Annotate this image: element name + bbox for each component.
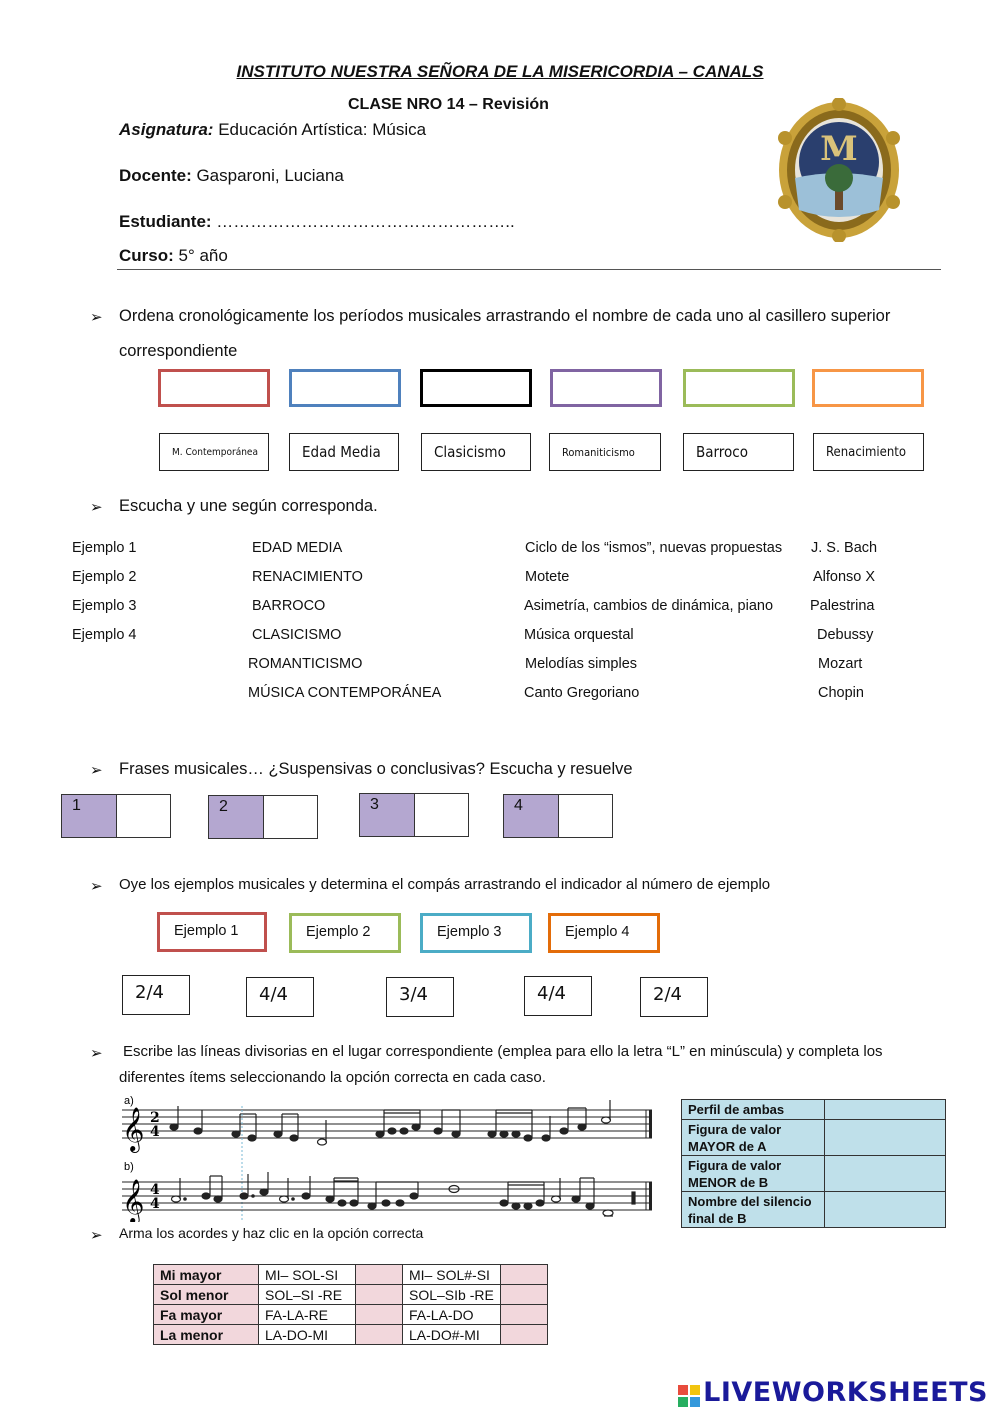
chord-option-checkbox[interactable] bbox=[356, 1325, 403, 1345]
chord-option-checkbox[interactable] bbox=[356, 1265, 403, 1285]
composer-item[interactable]: J. S. Bach bbox=[811, 540, 878, 556]
quarter-rest-icon bbox=[632, 1192, 635, 1204]
chord-option[interactable]: FA-LA-RE bbox=[259, 1305, 356, 1325]
time-sig-a-bottom: 4 bbox=[150, 1124, 160, 1140]
composer-item[interactable]: Alfonso X bbox=[813, 569, 876, 585]
analysis-answer-input[interactable] bbox=[825, 1156, 946, 1192]
chord-option-checkbox[interactable] bbox=[501, 1265, 548, 1285]
s5-instruction-line1: Escribe las líneas divisorias en el lugar correspondiente (emplea para ello la letra “L” en minúscula) y completa los bbox=[123, 1043, 883, 1060]
period-chip[interactable]: Barroco bbox=[683, 433, 794, 471]
chord-option-checkbox[interactable] bbox=[501, 1305, 548, 1325]
analysis-label: Nombre del silencio final de B bbox=[682, 1192, 825, 1228]
chord-option-checkbox[interactable] bbox=[501, 1285, 548, 1305]
school-title: INSTITUTO NUESTRA SEÑORA DE LA MISERICORDIA – CANALS bbox=[236, 62, 764, 81]
bullet-arrow-icon: ➢ bbox=[90, 309, 103, 326]
meter-chip[interactable]: 2/4 bbox=[122, 975, 190, 1015]
composer-item[interactable]: Debussy bbox=[817, 627, 874, 643]
ejemplo-target[interactable]: Ejemplo 1 bbox=[157, 912, 267, 952]
drop-slot-2[interactable] bbox=[289, 369, 401, 407]
treble-clef-icon: 𝄞 bbox=[122, 1179, 145, 1222]
bullet-arrow-icon: ➢ bbox=[90, 1227, 103, 1244]
analysis-label: Figura de valor MAYOR de A bbox=[682, 1120, 825, 1156]
drop-slot-6[interactable] bbox=[812, 369, 924, 407]
phrase-item bbox=[359, 793, 469, 837]
feature-item[interactable]: Canto Gregoriano bbox=[524, 685, 640, 701]
meter-chip[interactable]: 4/4 bbox=[246, 977, 314, 1017]
liveworksheets-logo[interactable] bbox=[678, 1377, 988, 1408]
curso-line bbox=[119, 246, 228, 266]
asignatura-value: Educación Artística: Música bbox=[213, 120, 427, 139]
music-staves bbox=[112, 1092, 657, 1222]
phrase-number: 1 bbox=[62, 795, 117, 837]
s1-instruction-line2: correspondiente bbox=[119, 342, 238, 360]
drop-slot-3[interactable] bbox=[420, 369, 532, 407]
phrase-number: 3 bbox=[360, 794, 415, 836]
chord-option-checkbox[interactable] bbox=[356, 1285, 403, 1305]
meter-chip[interactable]: 4/4 bbox=[524, 976, 592, 1016]
drop-slot-1[interactable] bbox=[158, 369, 270, 407]
period-item[interactable]: MÚSICA CONTEMPORÁNEA bbox=[248, 685, 442, 701]
period-chip[interactable]: Edad Media bbox=[289, 433, 399, 471]
phrase-number: 2 bbox=[209, 796, 264, 838]
composer-item[interactable]: Mozart bbox=[818, 656, 863, 672]
chord-option[interactable]: FA-LA-DO bbox=[403, 1305, 501, 1325]
time-sig-b-bottom: 4 bbox=[150, 1196, 160, 1212]
estudiante-line bbox=[119, 212, 515, 232]
feature-item[interactable]: Melodías simples bbox=[525, 656, 638, 672]
phrase-answer-input[interactable] bbox=[117, 795, 170, 837]
composer-item[interactable]: Palestrina bbox=[810, 598, 875, 614]
period-chip[interactable]: Clasicismo bbox=[421, 433, 531, 471]
period-chip[interactable]: Renacimiento bbox=[813, 433, 924, 471]
time-sig-a-top: 2 bbox=[150, 1110, 160, 1126]
chord-name: Mi mayor bbox=[154, 1265, 259, 1285]
period-item[interactable]: ROMANTICISMO bbox=[248, 656, 363, 672]
period-chip[interactable]: M. Contemporánea bbox=[159, 433, 269, 471]
s6-instruction: Arma los acordes y haz clic en la opción correcta bbox=[119, 1225, 424, 1241]
phrase-answer-input[interactable] bbox=[559, 795, 612, 837]
chord-option-checkbox[interactable] bbox=[501, 1325, 548, 1345]
s4-instruction: Oye los ejemplos musicales y determina el compás arrastrando el indicador al número de ejemplo bbox=[119, 876, 771, 893]
period-item[interactable]: EDAD MEDIA bbox=[252, 540, 343, 556]
feature-item[interactable]: Ciclo de los “ismos”, nuevas propuestas bbox=[525, 540, 783, 556]
phrase-answer-input[interactable] bbox=[415, 794, 468, 836]
crest-letter: M bbox=[820, 129, 858, 169]
ejemplo-item[interactable]: Ejemplo 4 bbox=[72, 627, 137, 643]
ejemplo-item[interactable]: Ejemplo 2 bbox=[72, 569, 137, 585]
phrase-item bbox=[208, 795, 318, 839]
class-title: CLASE NRO 14 – Revisión bbox=[348, 96, 549, 113]
phrase-item bbox=[61, 794, 171, 838]
bullet-arrow-icon: ➢ bbox=[90, 878, 103, 895]
docente-line bbox=[119, 166, 344, 186]
staff-b-label: b) bbox=[124, 1161, 134, 1173]
phrase-item bbox=[503, 794, 613, 838]
asignatura-line bbox=[119, 120, 426, 140]
chord-option[interactable]: LA-DO-MI bbox=[259, 1325, 356, 1345]
feature-item[interactable]: Asimetría, cambios de dinámica, piano bbox=[524, 598, 774, 614]
chord-name: Sol menor bbox=[154, 1285, 259, 1305]
asignatura-label: Asignatura: bbox=[119, 120, 214, 139]
period-item[interactable]: CLASICISMO bbox=[252, 627, 342, 643]
docente-value: Gasparoni, Luciana bbox=[191, 166, 344, 185]
estudiante-value: …………………………………………….. bbox=[211, 212, 515, 231]
period-item[interactable]: BARROCO bbox=[252, 598, 326, 614]
meter-chip[interactable]: 3/4 bbox=[386, 977, 454, 1017]
estudiante-label: Estudiante: bbox=[119, 212, 212, 231]
s3-instruction: Frases musicales… ¿Suspensivas o conclusivas? Escucha y resuelve bbox=[119, 760, 633, 778]
phrase-answer-input[interactable] bbox=[264, 796, 317, 838]
chord-name: Fa mayor bbox=[154, 1305, 259, 1325]
meter-chip[interactable]: 2/4 bbox=[640, 977, 708, 1017]
composer-item[interactable]: Chopin bbox=[818, 685, 864, 701]
feature-item[interactable]: Música orquestal bbox=[524, 627, 634, 643]
staff-a-label: a) bbox=[124, 1095, 134, 1107]
ejemplo-target[interactable]: Ejemplo 3 bbox=[420, 913, 532, 953]
ejemplo-target[interactable]: Ejemplo 4 bbox=[548, 913, 660, 953]
chord-option[interactable]: SOL–SI -RE bbox=[259, 1285, 356, 1305]
analysis-table bbox=[681, 1099, 946, 1228]
analysis-label: Figura de valor MENOR de B bbox=[682, 1156, 825, 1192]
period-chip[interactable]: Romaniticismo bbox=[549, 433, 661, 471]
s5-instruction-line2: diferentes ítems seleccionando la opción correcta en cada caso. bbox=[119, 1069, 546, 1086]
bullet-arrow-icon: ➢ bbox=[90, 499, 103, 516]
time-sig-b-top: 4 bbox=[150, 1182, 160, 1198]
period-item[interactable]: RENACIMIENTO bbox=[252, 569, 363, 585]
drop-slot-4[interactable] bbox=[550, 369, 662, 407]
bullet-arrow-icon: ➢ bbox=[90, 1045, 103, 1062]
s2-instruction: Escucha y une según corresponda. bbox=[119, 497, 378, 515]
phrase-number: 4 bbox=[504, 795, 559, 837]
header-divider bbox=[117, 269, 941, 270]
ejemplo-target[interactable]: Ejemplo 2 bbox=[289, 913, 401, 953]
liveworksheets-text: LIVEWORKSHEETS bbox=[703, 1377, 988, 1408]
liveworksheets-badge-icon bbox=[678, 1383, 700, 1405]
ejemplo-item[interactable]: Ejemplo 1 bbox=[72, 540, 137, 556]
chord-name: La menor bbox=[154, 1325, 259, 1345]
treble-clef-icon: 𝄞 bbox=[122, 1107, 145, 1151]
analysis-label: Perfil de ambas bbox=[682, 1100, 825, 1120]
s1-instruction-line1: Ordena cronológicamente los períodos musicales arrastrando el nombre de cada uno al casillero superior bbox=[119, 307, 891, 325]
staff-b-notes bbox=[172, 1172, 636, 1216]
feature-item[interactable]: Motete bbox=[525, 569, 570, 585]
ejemplo-item[interactable]: Ejemplo 3 bbox=[72, 598, 137, 614]
bullet-arrow-icon: ➢ bbox=[90, 762, 103, 779]
chords-table bbox=[153, 1264, 548, 1345]
analysis-answer-input[interactable] bbox=[825, 1120, 946, 1156]
school-crest-icon bbox=[775, 98, 903, 242]
chord-option[interactable]: SOL–SIb -RE bbox=[403, 1285, 501, 1305]
docente-label: Docente: bbox=[119, 166, 192, 185]
drop-slot-5[interactable] bbox=[683, 369, 795, 407]
chord-option[interactable]: MI– SOL#-SI bbox=[403, 1265, 501, 1285]
analysis-answer-input[interactable] bbox=[825, 1192, 946, 1228]
analysis-answer-input[interactable] bbox=[825, 1100, 946, 1120]
curso-value: 5° año bbox=[173, 246, 228, 265]
chord-option[interactable]: LA-DO#-MI bbox=[403, 1325, 501, 1345]
curso-label: Curso: bbox=[119, 246, 174, 265]
chord-option-checkbox[interactable] bbox=[356, 1305, 403, 1325]
chord-option[interactable]: MI– SOL-SI bbox=[259, 1265, 356, 1285]
